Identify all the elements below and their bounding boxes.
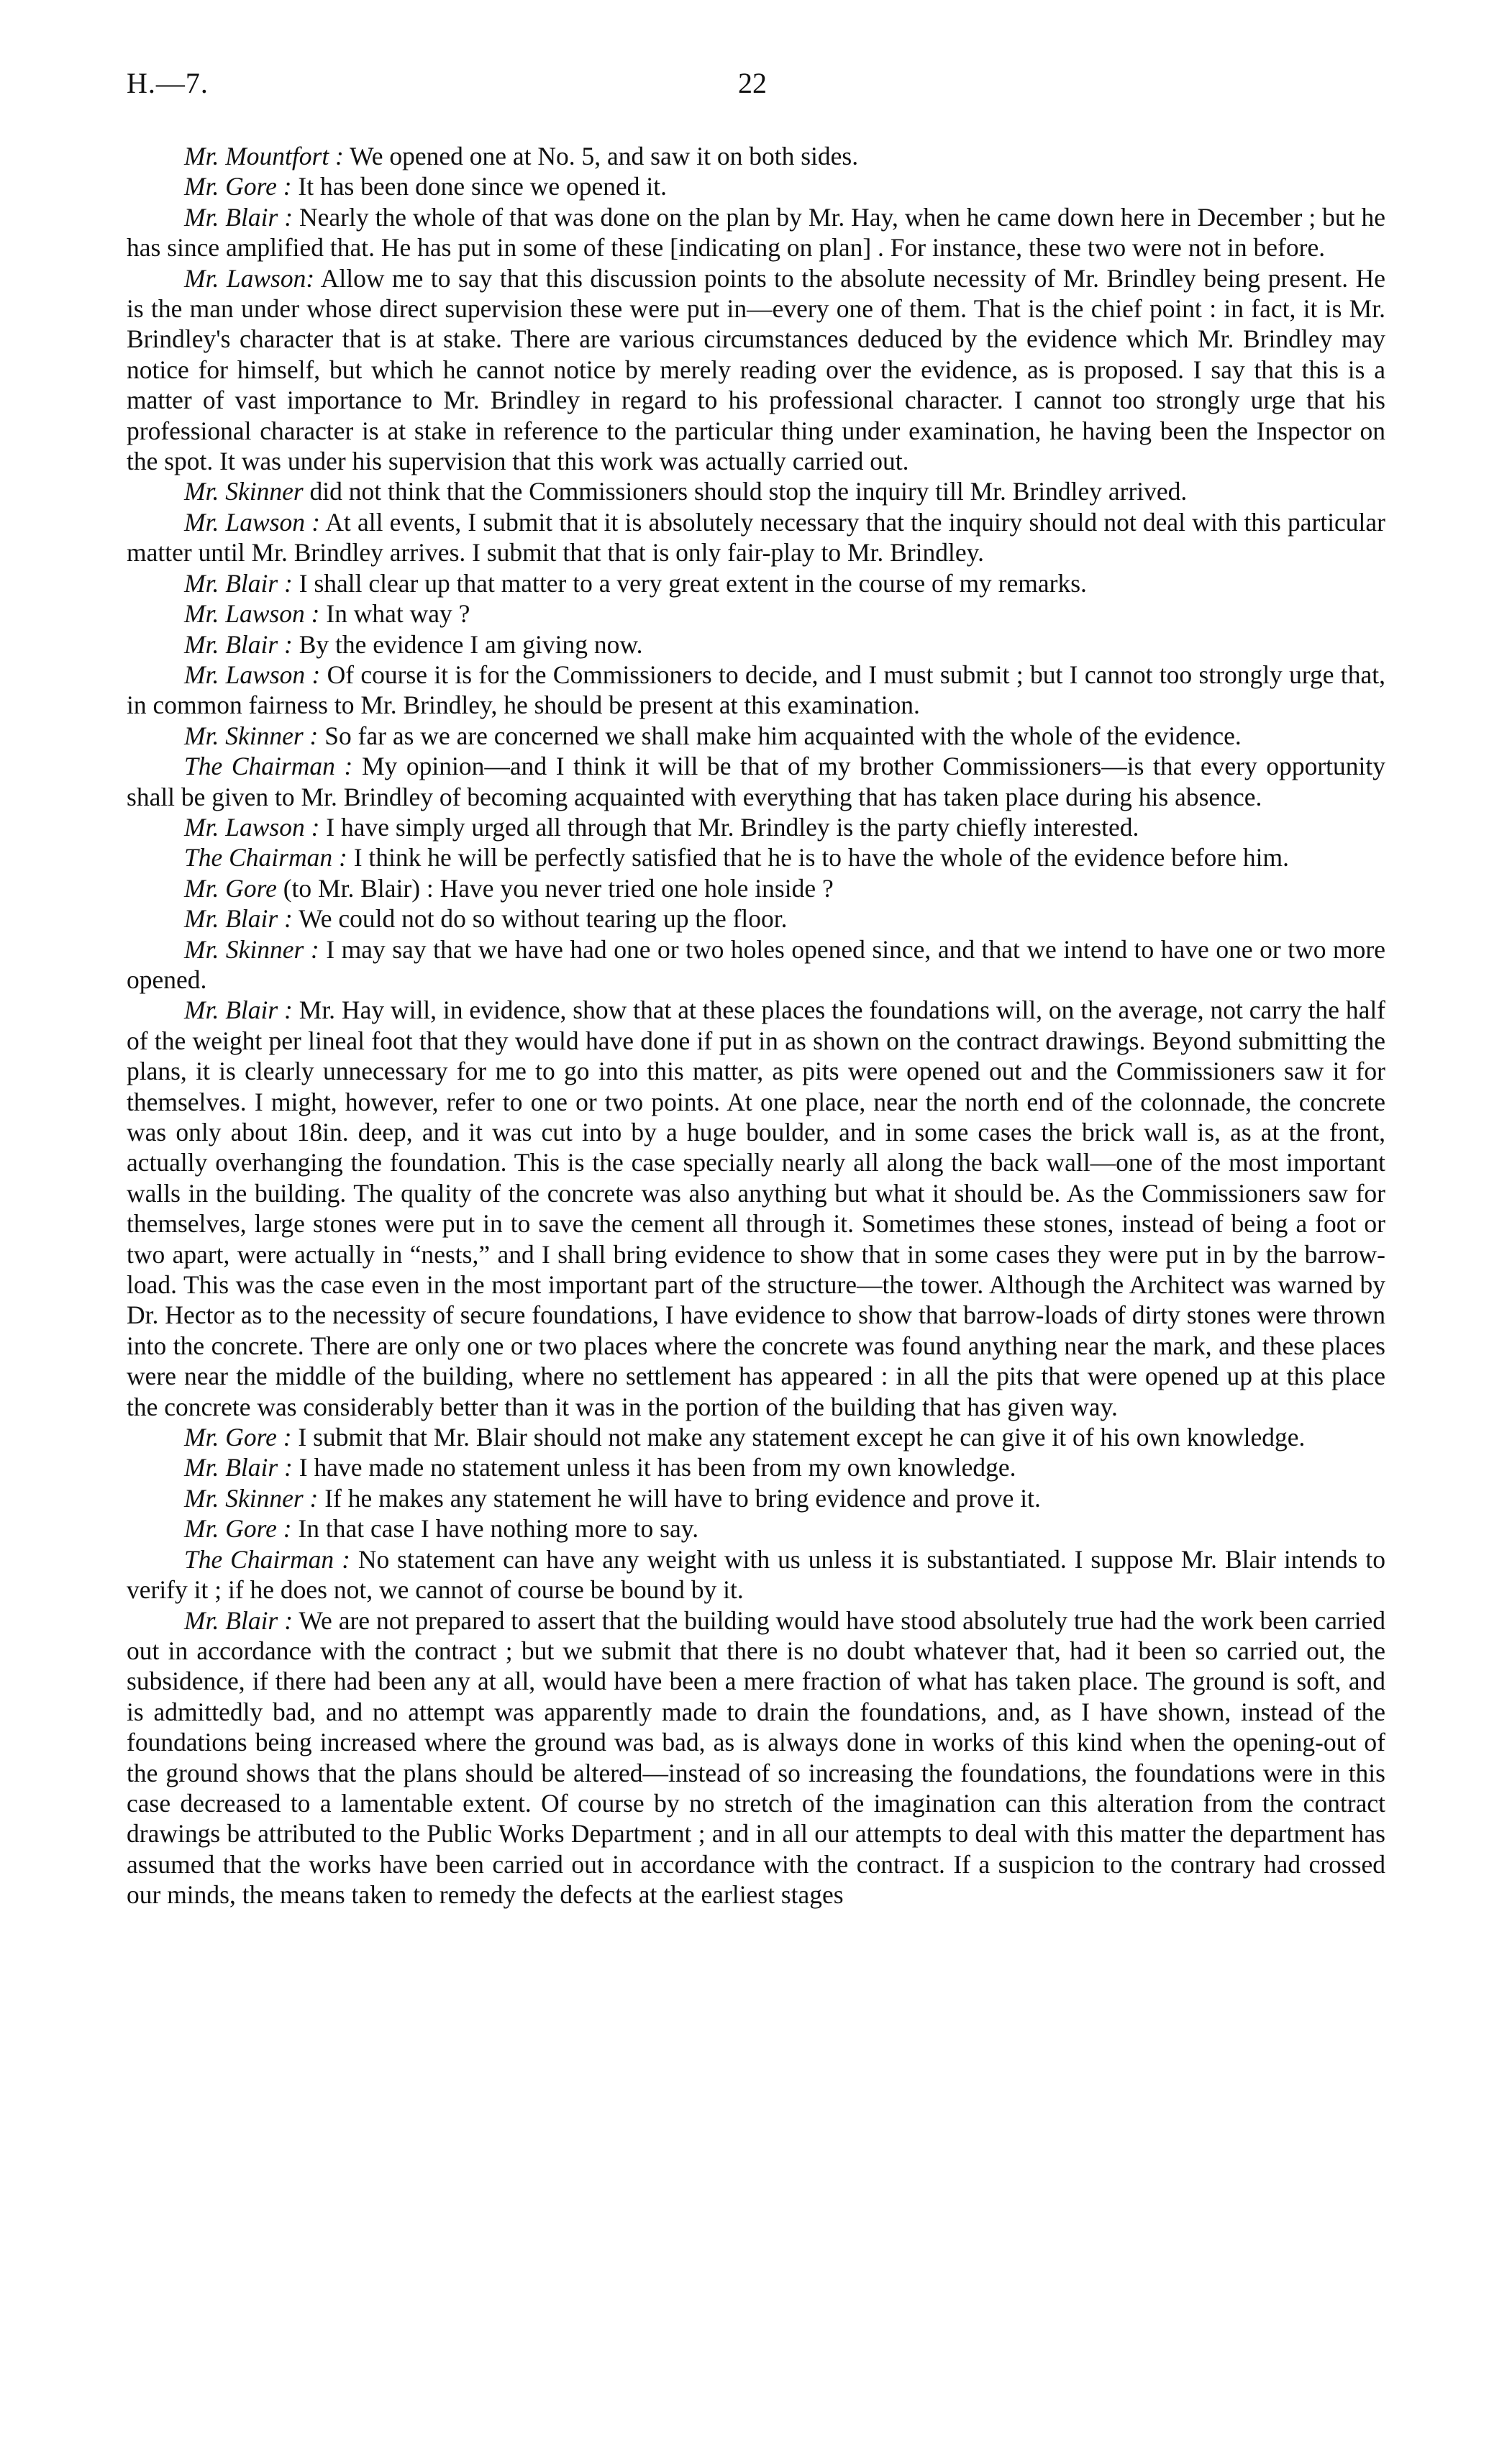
paragraph	[127, 812, 1385, 842]
running-header	[127, 66, 1385, 109]
speaker-name: Mr. Gore :	[184, 172, 292, 201]
speech-text: I may say that we have had one or two holes opened since, and that we intend to have one or two more opened.	[127, 934, 1386, 994]
speaker-name: Mr. Blair :	[184, 568, 293, 598]
speech-text: We are not prepared to assert that the building would have stood absolutely true had the work been carried out in accordance with the contract ; but we submit that there is no doubt whatever that, had it been so carried out, the subsidence, if there had been any at all, would have been a mere fraction of what has taken place. The ground is soft, and is admittedly bad, and no attempt was apparently made to drain the foundations, and, as I have shown, instead of the foundations being increased where the ground was bad, as is always done in works of this kind when the opening-out of the ground shows that the plans should be altered—instead of so increasing the foundations, the foundations were in this case decreased to a lamentable extent. Of course by no stretch of the imagination can this alteration from the contract drawings be attributed to the Public Works Department ; and in all our attempts to deal with this matter the department has assumed that the works have been carried out in accordance with the contract. If a suspicion to the contrary had crossed our minds, the means taken to remedy the defects at the earliest stages	[127, 1605, 1386, 1910]
speech-text: did not think that the Commissioners should stop the inquiry till Mr. Brindley arrived.	[303, 477, 1188, 506]
speaker-name: Mr. Lawson:	[184, 263, 315, 293]
speaker-name: The Chairman :	[184, 752, 353, 781]
speaker-name: The Chairman :	[184, 1544, 350, 1574]
paragraph	[127, 263, 1385, 477]
speaker-name: Mr. Blair :	[184, 904, 293, 934]
speech-text: Of course it is for the Commissioners to decide, and I must submit ; but I cannot too strongly urge that, in common fairness to Mr. Brindley, he should be present at this examination.	[127, 660, 1385, 720]
paragraph	[127, 1605, 1385, 1910]
paragraph	[127, 1483, 1385, 1513]
speaker-name: Mr. Gore :	[184, 1514, 292, 1544]
paragraph	[127, 660, 1385, 721]
speech-text: By the evidence I am giving now.	[292, 629, 643, 659]
paragraph	[127, 629, 1385, 660]
speaker-name: Mr. Lawson :	[184, 660, 321, 689]
paragraph	[127, 1544, 1385, 1605]
speaker-name: The Chairman :	[184, 843, 347, 872]
speech-text: Allow me to say that this discussion points to the absolute necessity of Mr. Brindley being present. He is the man under whose direct supervision these were put in—every one of them. That is the chief point : in fact, it is Mr. Brindley's character that is at stake. There are various circumstances deduced by the evidence which Mr. Brindley may notice for himself, but which he cannot notice by merely reading over the evidence, as is proposed. I say that this is a matter of vast importance to Mr. Brindley in regard to his professional character. I cannot too strongly urge that his professional character is at stake in reference to the particular thing under examination, he having been the Inspector on the spot. It was under his supervision that this work was actually carried out.	[127, 263, 1385, 476]
paragraph	[127, 568, 1385, 598]
speaker-name: Mr. Gore :	[184, 1423, 292, 1452]
speech-text: I have made no statement unless it has been from my own knowledge.	[292, 1453, 1016, 1482]
speech-text: No statement can have any weight with us unless it is substantiated. I suppose Mr. Blair intends to verify it ; if he does not, we cannot of course be bound by it.	[127, 1544, 1385, 1605]
speaker-name: Mr. Gore	[184, 873, 277, 903]
paragraph	[127, 476, 1385, 506]
speech-text: In what way ?	[319, 599, 470, 629]
speaker-name: Mr. Blair :	[184, 629, 293, 659]
speech-text: I have simply urged all through that Mr. Brindley is the party chiefly interested.	[319, 812, 1139, 842]
paragraph	[127, 842, 1385, 872]
paragraph	[127, 1513, 1385, 1544]
paragraph	[127, 1422, 1385, 1452]
speech-text: It has been done since we opened it.	[291, 172, 668, 201]
speech-text: (to Mr. Blair) : Have you never tried one hole inside ?	[276, 873, 834, 903]
speech-text: I think he will be perfectly satisfied that he is to have the whole of the evidence before him.	[347, 843, 1289, 872]
speech-text: In that case I have nothing more to say.	[291, 1514, 699, 1544]
speaker-name: Mr. Lawson :	[184, 599, 320, 629]
speaker-name: Mr. Skinner :	[184, 721, 319, 750]
speaker-name: Mr. Skinner :	[184, 934, 319, 964]
speaker-name: Mr. Lawson :	[184, 812, 320, 842]
evidence-transcript	[127, 141, 1385, 1910]
paragraph	[127, 903, 1385, 934]
speech-text: If he makes any statement he will have to bring evidence and prove it.	[318, 1483, 1041, 1513]
speech-text: We opened one at No. 5, and saw it on both sides.	[343, 142, 859, 170]
speech-text: My opinion—and I think it will be that of my brother Commissioners—is that every opportunity shall be given to Mr. Brindley of becoming acquainted with everything that has taken place during his absence.	[127, 752, 1385, 811]
paragraph	[127, 171, 1385, 201]
speaker-name: Mr. Blair :	[184, 1605, 293, 1635]
speech-text: I shall clear up that matter to a very great extent in the course of my remarks.	[292, 568, 1087, 598]
paragraph	[127, 721, 1385, 751]
paragraph	[127, 141, 1385, 171]
speech-text: We could not do so without tearing up the floor.	[292, 904, 788, 934]
speaker-name: Mr. Skinner	[184, 477, 304, 506]
speaker-name: Mr. Mountfort :	[184, 142, 344, 170]
paragraph	[127, 751, 1385, 812]
paragraph	[127, 1452, 1385, 1482]
speech-text: Mr. Hay will, in evidence, show that at these places the foundations will, on the average, not carry the half of the weight per lineal foot that they would have done if put in as shown on the contract drawings. Beyond submitting the plans, it is clearly unnecessary for me to go into this matter, as pits were opened out and the Commissioners saw it for themselves. I might, however, refer to one or two points. At one place, near the north end of the colonnade, the concrete was only about 18in. deep, and it was cut into by a huge boulder, and in some cases the brick wall is, as at the front, actually overhanging the foundation. This is the case specially nearly all along the back wall—one of the most important walls in the building. The quality of the concrete was also anything but what it should be. As the Commissioners saw for themselves, large stones were put in to save the cement all through it. Sometimes these stones, instead of being a foot or two apart, were actually in “nests,” and I shall bring evidence to show that in some cases they were put in by the barrow-load. This was the case even in the most important part of the structure—the tower. Although the Architect was warned by Dr. Hector as to the necessity of secure foundations, I have evidence to show that barrow-loads of dirty stones were thrown into the concrete. There are only one or two places where the concrete was found anything near the mark, and these places were near the middle of the building, where no settlement has appeared : in all the pits that were opened up at this place the concrete was considerably better than it was in the portion of the building that has given way.	[127, 995, 1386, 1421]
speaker-name: Mr. Skinner :	[184, 1483, 319, 1513]
paragraph	[127, 507, 1385, 568]
speaker-name: Mr. Blair :	[184, 202, 293, 232]
speaker-name: Mr. Blair :	[184, 1453, 293, 1482]
paragraph	[127, 202, 1385, 263]
speaker-name: Mr. Lawson :	[184, 507, 321, 537]
speech-text: So far as we are concerned we shall make him acquainted with the whole of the evidence.	[318, 721, 1242, 750]
speech-text: Nearly the whole of that was done on the plan by Mr. Hay, when he came down here in December ; but he has since amplified that. He has put in some of these [indicating on plan] . For instance, these two were not in before.	[127, 202, 1386, 263]
speaker-name: Mr. Blair :	[184, 995, 293, 1025]
document-reference: H.—7.	[127, 67, 209, 99]
paragraph	[127, 934, 1385, 995]
speech-text: I submit that Mr. Blair should not make any statement except he can give it of his own knowledge.	[291, 1423, 1306, 1452]
page-number: 22	[738, 67, 767, 99]
paragraph	[127, 995, 1385, 1422]
paragraph	[127, 598, 1385, 629]
paragraph	[127, 873, 1385, 903]
speech-text: At all events, I submit that it is absolutely necessary that the inquiry should not deal with this particular matter until Mr. Brindley arrives. I submit that that is only fair-play to Mr. Brindley.	[127, 507, 1386, 568]
